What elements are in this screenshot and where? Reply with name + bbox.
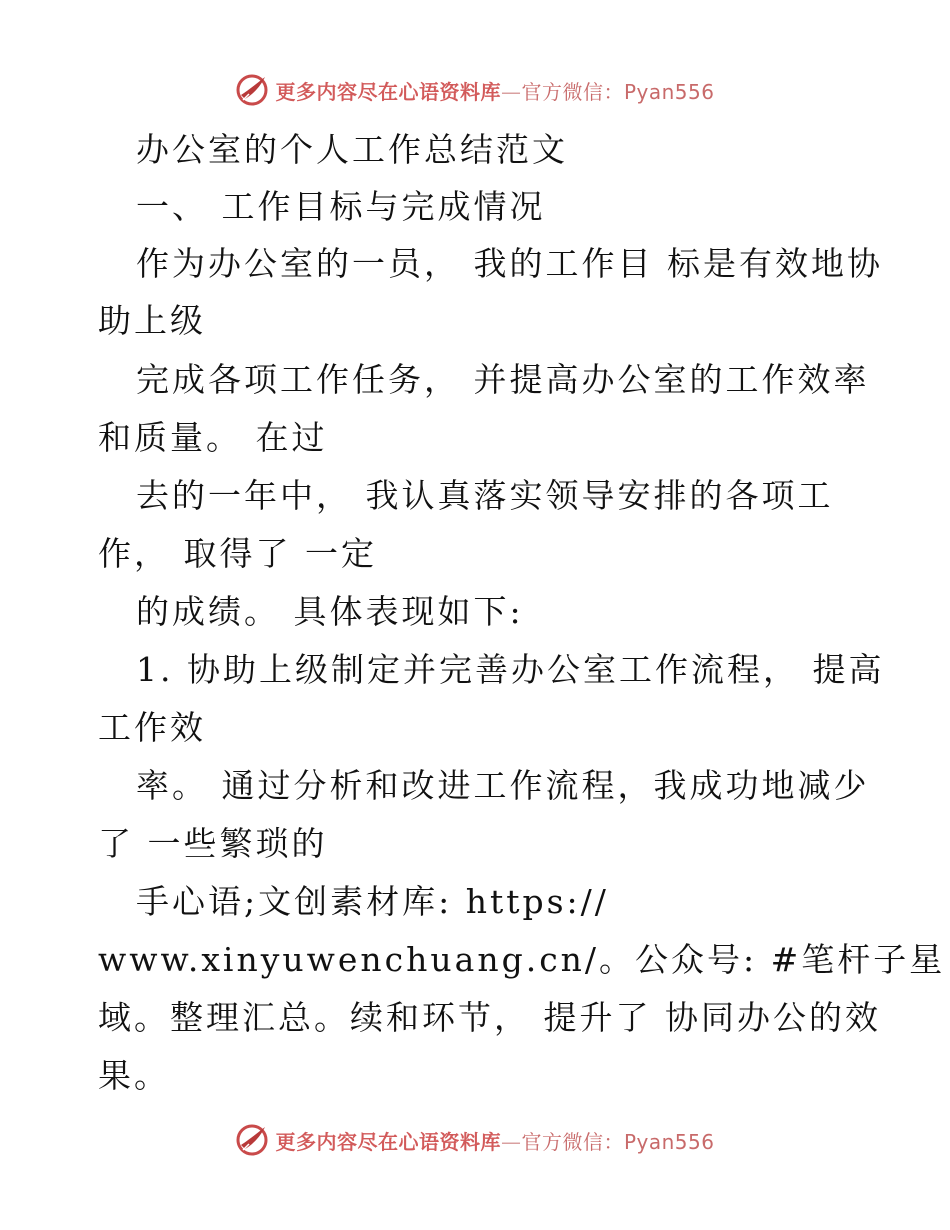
text-line: 作， 取得了 一定 <box>98 534 377 573</box>
document-title: 办公室的个人工作总结范文 <box>136 130 568 169</box>
text-line: 去的一年中， 我认真落实领导安排的各项工 <box>136 476 834 515</box>
text-line: 的成绩。 具体表现如下: <box>136 592 524 631</box>
header-banner <box>0 70 950 110</box>
banner-text <box>275 76 714 105</box>
banner-dash: — <box>500 79 522 104</box>
text-line: 果。 <box>98 1056 170 1095</box>
text-line: 助上级 <box>98 301 206 340</box>
text-line: 手心语;文创素材库: https:// <box>136 882 609 921</box>
text-line: 和质量。 在过 <box>98 418 328 457</box>
banner-text <box>275 1126 714 1155</box>
footer-banner <box>0 1120 950 1160</box>
text-line: 率。 通过分析和改进工作流程，我成功地减少 <box>136 766 870 805</box>
text-line: 完成各项工作任务， 并提高办公室的工作效率 <box>136 360 870 399</box>
banner-wechat: 官方微信：Pyan556 <box>521 79 715 104</box>
banner-title: 更多内容尽在心语资料库 <box>275 79 501 104</box>
text-line: www.xinyuwenchuang.cn/。公众号: #笔杆子星 <box>98 940 946 979</box>
section-heading: 一、 工作目标与完成情况 <box>136 187 546 226</box>
text-line: 域。整理汇总。续和环节， 提升了 协同办公的效 <box>98 998 881 1037</box>
banner-title: 更多内容尽在心语资料库 <box>275 1129 501 1154</box>
banner-wechat: 官方微信：Pyan556 <box>521 1129 715 1154</box>
quill-pen-logo-icon <box>235 73 269 107</box>
banner-dash: — <box>500 1129 522 1154</box>
text-line: 工作效 <box>98 708 206 747</box>
list-item: 1. 协助上级制定并完善办公室工作流程， 提高 <box>136 650 885 689</box>
quill-pen-logo-icon <box>235 1123 269 1157</box>
text-line: 了 一些繁琐的 <box>98 824 328 863</box>
text-line: 作为办公室的一员， 我的工作目 标是有效地协 <box>136 244 883 283</box>
